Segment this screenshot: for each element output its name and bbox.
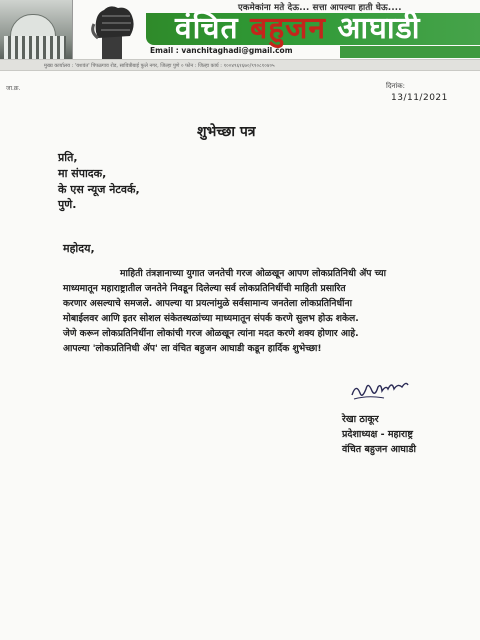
signatory-organization: वंचित बहुजन आघाडी xyxy=(342,444,416,455)
body-line: जेणे करून लोकप्रतिनिधींना लोकांची गरज ओळखून त्यांना मदत करणे शक्य होणार आहे. xyxy=(63,328,359,339)
letter-subject: शुभेच्छा पत्र xyxy=(197,124,256,140)
reference-number-label: जा.क्र. xyxy=(6,85,21,92)
letterhead-tagline: एकमेकांना मते देऊ... सत्ता आपल्या हाती घेऊ.... xyxy=(238,3,402,13)
letterhead xyxy=(0,0,480,74)
date-label: दिनांक: xyxy=(386,82,405,90)
body-line: माध्यमातून महाराष्ट्रातील जनतेने निवडून दिलेल्या सर्व लोकप्रतिनिधींची माहिती प्रसारित xyxy=(63,283,346,294)
recipient-line-4: पुणे. xyxy=(58,198,77,211)
vidhan-bhavan-building-image xyxy=(0,0,73,66)
recipient-line-3: के एस न्यूज नेटवर्क, xyxy=(58,183,140,196)
body-line: आपल्या 'लोकप्रतिनिधी ॲप' ला वंचित बहुजन आघाडी कडून हार्दिक शुभेच्छा! xyxy=(63,343,322,354)
date-value: 13/11/2021 xyxy=(391,93,448,103)
title-word-2: बहुजन xyxy=(250,11,327,46)
letterhead-green-strip xyxy=(340,46,480,58)
handwritten-signature xyxy=(348,373,412,407)
signatory-name: रेखा ठाकूर xyxy=(342,414,379,425)
title-word-1: वंचित xyxy=(175,11,239,46)
title-word-3: आघाडी xyxy=(337,11,421,46)
raised-fist-icon xyxy=(84,2,144,64)
letterhead-address-strip: मुख्य कार्यालय : 'यशवंत' पिंपळगाव रोड, सावित्रीबाई फुले नगर, जिल्हा पुणे ० फोन : जिल्हा कार्य : १००४९६१६७०/९९०८१०४०५ xyxy=(0,59,480,71)
signatory-designation: प्रदेशाध्यक्ष - महाराष्ट्र xyxy=(342,429,413,440)
recipient-line-2: मा संपादक, xyxy=(58,167,107,180)
body-line: माहिती तंत्रज्ञानाच्या युगात जनतेची गरज ओळखून आपण लोकप्रतिनिधी ॲप च्या xyxy=(120,268,387,279)
letterhead-email: Email : vanchitaghadi@gmail.com xyxy=(150,46,293,55)
recipient-line-1: प्रति, xyxy=(58,151,78,164)
body-line: करणार असल्याचे समजले. आपल्या या प्रयत्नांमुळे सर्वसामान्य जनतेला लोकप्रतिनिधींना xyxy=(63,298,353,309)
salutation: महोदय, xyxy=(63,242,95,255)
organization-title xyxy=(175,11,480,47)
body-line: मोबाईलवर आणि इतर सोशल संकेतस्थळांच्या माध्यमातून संपर्क करणे सुलभ होऊ शकेल. xyxy=(63,313,359,324)
